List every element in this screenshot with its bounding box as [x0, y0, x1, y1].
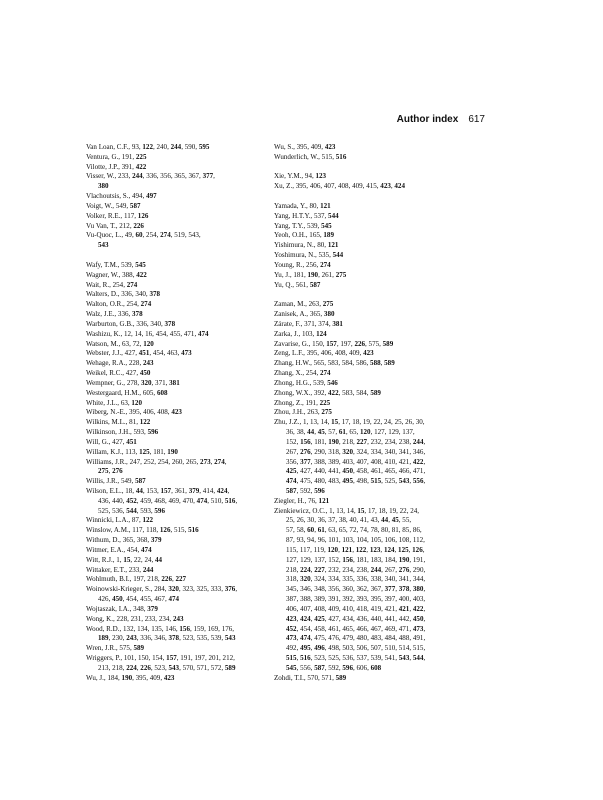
index-entry: Ziegler, H., 76, 121: [274, 496, 330, 505]
index-entry: Yu, J., 181, 190, 261, 275: [274, 270, 347, 279]
index-entry: Zhong, W.X., 392, 422, 583, 584, 589: [274, 388, 381, 397]
index-entry: Wunderlich, W., 515, 516: [274, 152, 347, 161]
index-entry: Weikel, R.C., 427, 450: [86, 369, 151, 378]
index-column-left: [86, 143, 266, 684]
index-entry: Ventura, G., 191, 225: [86, 152, 147, 161]
index-entry: Watson, M., 63, 72, 120: [86, 339, 154, 348]
letter-group-gap: [86, 251, 266, 261]
index-entry: Withum, D., 365, 368, 379: [86, 536, 162, 545]
index-entry: Zhong, Z., 191, 225: [274, 398, 331, 407]
index-entry: Yamada, Y., 80, 121: [274, 201, 331, 210]
index-entry: Wong, K., 228, 231, 233, 234, 243: [86, 614, 184, 623]
index-entry: Washizu, K., 12, 14, 16, 454, 455, 471, 474: [86, 329, 209, 338]
index-entry: Woinowski-Krieger, S., 284, 320, 323, 325, 333, 376, 426, 450, 454, 455, 467, 474: [86, 585, 238, 604]
index-entry: Walton, O.R., 254, 274: [86, 300, 152, 309]
index-entry: Winnicki, L.A., 87, 122: [86, 516, 154, 525]
index-entry: Zhu, J.Z., 1, 13, 14, 15, 17, 18, 19, 22, 24, 25, 26, 30, 36, 38, 44, 45, 57, 61, 65, 120, 127, 129, 137, 152, 156, 181, 190, 218, 227, 232, 234, 238, 244, 267, 276, 290, 318, 320, 324, 334, 340, 341, 346, 356, 377, 388, 389, 403, 407, 408, 410, 421, 422, 425, 427, 440, 441, 450, 458, 461, 465, 466, 471, 474, 475, 480, 483, 495, 498, 515, 525, 543, 556, 587, 592, 596: [274, 418, 426, 495]
page-number: 617: [468, 114, 485, 125]
index-entry: Yishimura, N., 80, 121: [274, 241, 339, 250]
index-entry: Zavarise, G., 150, 157, 197, 226, 575, 589: [274, 339, 394, 348]
index-entry: Willis, J.R., 549, 587: [86, 477, 146, 486]
index-entry: Zhong, H.G., 539, 546: [274, 378, 338, 387]
index-entry: Wait, R., 254, 274: [86, 280, 138, 289]
index-entry: Wohlmuth, B.I., 197, 218, 226, 227: [86, 575, 187, 584]
index-entry: Williams, J.R., 247, 252, 254, 260, 265, 273, 274, 275, 276: [86, 457, 227, 476]
index-entry: Wu, J., 184, 190, 395, 409, 423: [86, 673, 175, 682]
index-entry: Wittaker, E.T., 233, 244: [86, 565, 154, 574]
index-entry: Wilson, E.L., 18, 44, 153, 157, 361, 379, 414, 424, 436, 440, 452, 459, 468, 469, 470, 474, 510, 516, 525, 536, 544, 593, 596: [86, 486, 238, 515]
index-entry: Wilkinson, J.H., 593, 596: [86, 428, 159, 437]
index-entry: Zhou, J.H., 263, 275: [274, 408, 332, 417]
index-entry: Voigt, W., 549, 587: [86, 201, 141, 210]
index-entry: Zárate, F., 371, 374, 381: [274, 319, 343, 328]
index-entry: Winslow, A.M., 117, 118, 126, 515, 516: [86, 526, 199, 535]
index-entry: Visser, W., 233, 244, 336, 356, 365, 367, 377, 380: [86, 172, 215, 191]
letter-group-gap: [274, 163, 474, 173]
index-entry: Wempner, G., 278, 320, 371, 381: [86, 378, 180, 387]
index-entry: Walz, J.E., 336, 378: [86, 310, 143, 319]
index-entry: Volker, R.E., 117, 126: [86, 211, 149, 220]
index-entry: Vilotte, J.P., 391, 422: [86, 162, 147, 171]
index-entry: Zohdi, T.I., 570, 571, 589: [274, 673, 347, 682]
index-entry: Warburton, G.B., 336, 340, 378: [86, 319, 176, 328]
index-entry: Yoshimura, N., 535, 544: [274, 251, 344, 260]
index-entry: Van Loan, C.F., 93, 122, 240, 244, 590, 595: [86, 143, 210, 151]
index-entry: Yang, T.Y., 539, 545: [274, 221, 332, 230]
index-entry: Will, G., 427, 451: [86, 437, 137, 446]
index-entry: Zanisek, A., 365, 380: [274, 310, 335, 319]
index-entry: Zhang, X., 254, 274: [274, 369, 331, 378]
index-entry: Wojtaszak, I.A., 348, 379: [86, 604, 158, 613]
index-entry: Young, R., 256, 274: [274, 260, 331, 269]
index-entry: Xie, Y.M., 94, 123: [274, 172, 327, 181]
index-column-right: [274, 143, 474, 684]
index-entry: Wriggers, P., 101, 150, 154, 157, 191, 197, 201, 212, 213, 218, 224, 226, 523, 543, 570, 571, 572, 589: [86, 654, 236, 672]
index-entry: Wu, S., 395, 409, 423: [274, 143, 336, 151]
running-header: [397, 114, 485, 126]
letter-group-gap: [274, 192, 474, 202]
index-entry: Zeng, L.F., 395, 406, 408, 409, 423: [274, 349, 374, 358]
header-title: Author index: [396, 114, 459, 125]
index-entry: Yeoh, O.H., 165, 189: [274, 231, 334, 240]
index-entry: Webster, J.J., 427, 451, 454, 463, 473: [86, 349, 192, 358]
index-entry: Xu, Z., 395, 406, 407, 408, 409, 415, 423, 424: [274, 182, 405, 191]
index-entry: Vu Van, T., 212, 226: [86, 221, 144, 230]
index-entry: Yang, H.T.Y., 537, 544: [274, 211, 339, 220]
index-entry: Wren, J.R., 575, 589: [86, 644, 145, 653]
index-entry: Wagner, W., 388, 422: [86, 270, 147, 279]
index-entry: Vu-Quoc, L., 49, 60, 254, 274, 519, 543, 543: [86, 231, 201, 250]
index-entry: Zarka, J., 103, 124: [274, 329, 327, 338]
index-entry: Walters, D., 336, 340, 378: [86, 290, 161, 299]
index-entry: Wood, R.D., 132, 134, 135, 146, 156, 159, 169, 176, 189, 230, 243, 336, 346, 378, 523, 535, 539, 543: [86, 624, 236, 643]
index-entry: Zienkiewicz, O.C., 1, 13, 14, 15, 17, 18, 19, 22, 24, 25, 26, 30, 36, 37, 38, 40, 41, 43, 44, 45, 55, 57, 58, 60, 61, 63, 65, 72, 74, 78, 80, 81, 85, 86, 87, 93, 94, 96, 101, 103, 104, 105, 106, 108, 112, 115, 117, 119, 120, 121, 122, 123, 124, 125, 126, 127, 129, 137, 152, 156, 181, 183, 184, 190, 191, 218, 224, 227, 232, 234, 238, 244, 267, 276, 290, 318, 320, 324, 334, 335, 336, 338, 340, 341, 344, 345, 346, 348, 356, 360, 362, 367, 377, 378, 380, 387, 388, 389, 391, 392, 393, 395, 397, 400, 403, 406, 407, 408, 409, 410, 418, 419, 421, 421, 422, 423, 424, 425, 427, 434, 436, 440, 441, 442, 450, 452, 454, 458, 461, 465, 466, 467, 469, 471, 473, 473, 474, 475, 476, 479, 480, 483, 484, 488, 491, 492, 495, 496, 498, 503, 506, 507, 510, 514, 515, 515, 516, 523, 525, 536, 537, 539, 541, 543, 544, 545, 556, 587, 592, 596, 606, 608: [274, 506, 426, 672]
letter-group-gap: [274, 290, 474, 300]
index-entry: Witmer, E.A., 454, 474: [86, 545, 152, 554]
index-entry: Vlachoutsis, S., 494, 497: [86, 192, 157, 201]
index-entry: Wehage, R.A., 228, 243: [86, 359, 154, 368]
index-entry: Witt, R.J., 1, 15, 22, 24, 44: [86, 555, 163, 564]
index-entry: Westergaard, H.M., 605, 608: [86, 388, 168, 397]
index-entry: Wilkins, M.L., 81, 122: [86, 418, 151, 427]
index-entry: Wafy, T.M., 539, 545: [86, 260, 146, 269]
index-entry: Zaman, M., 263, 275: [274, 300, 334, 309]
index-entry: Willam, K.J., 113, 125, 181, 190: [86, 447, 178, 456]
index-entry: White, J.L., 63, 120: [86, 398, 142, 407]
index-entry: Yu, Q., 561, 587: [274, 280, 321, 289]
index-entry: Wiberg, N.-E., 395, 406, 408, 423: [86, 408, 182, 417]
index-entry: Zhang, H.W., 565, 583, 584, 586, 588, 589: [274, 359, 395, 368]
